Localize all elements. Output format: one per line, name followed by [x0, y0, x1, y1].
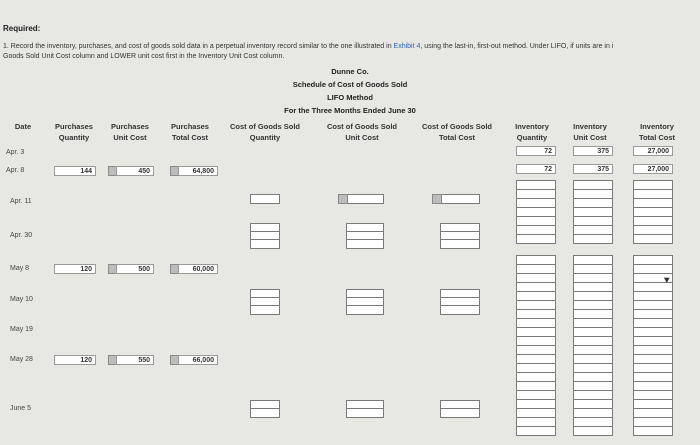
cogs-unit-cost-input[interactable]: [346, 194, 384, 204]
row-date: Apr. 8: [6, 167, 25, 174]
inventory-unit-cost-input[interactable]: 375: [573, 146, 613, 156]
row-date: May 10: [10, 296, 33, 303]
currency-prefix-slot: [432, 194, 442, 204]
cogs-unit-cost-input[interactable]: [346, 408, 384, 418]
inventory-total-cost-input[interactable]: 27,000: [633, 164, 673, 174]
column-header-line1: Purchases: [55, 122, 93, 131]
column-header-line2: Quantity: [58, 133, 90, 142]
purchase-unit-cost-input[interactable]: 550: [116, 355, 154, 365]
column-header-line2: Quantity: [249, 133, 281, 142]
column-header: [6, 121, 40, 132]
inventory-unit-cost-input[interactable]: 375: [573, 164, 613, 174]
purchase-total-cost-input[interactable]: 64,800: [178, 166, 218, 176]
inventory-unit-cost-input[interactable]: [573, 426, 613, 436]
column-header-line1: Cost of Goods Sold: [230, 122, 300, 131]
purchase-quantity-input[interactable]: 120: [54, 355, 96, 365]
inventory-quantity-input[interactable]: 72: [516, 164, 556, 174]
column-header-line1: Purchases: [171, 122, 209, 131]
exhibit-link[interactable]: Exhibit 4: [393, 43, 421, 50]
column-header-line1: Inventory: [640, 122, 674, 131]
inventory-quantity-input[interactable]: [516, 234, 556, 244]
row-date: May 8: [10, 265, 30, 272]
column-header-line2: Total Cost: [438, 133, 476, 142]
column-header-line2: Date: [14, 122, 32, 131]
schedule-title: Schedule of Cost of Goods Sold: [292, 80, 408, 89]
instruction-line2: Goods Sold Unit Cost column and LOWER unit cost first in the Inventory Unit Cost column.: [3, 53, 285, 60]
cogs-unit-cost-input[interactable]: [346, 239, 384, 249]
instruction-text: [3, 42, 697, 62]
column-header: [320, 121, 404, 143]
cogs-total-cost-input[interactable]: [440, 408, 480, 418]
cogs-total-cost-input[interactable]: [440, 194, 480, 204]
cogs-total-cost-input[interactable]: [440, 239, 480, 249]
instruction-part1: 1. Record the inventory, purchases, and cost of goods sold data in a perpetual inventory record similar to the one illustrated in: [3, 43, 392, 50]
column-header: [108, 121, 152, 143]
column-header: [225, 121, 305, 143]
column-header: [627, 121, 687, 143]
column-header-line1: Inventory: [573, 122, 607, 131]
column-header: [508, 121, 556, 143]
row-date: Apr. 11: [10, 198, 32, 205]
column-header: [565, 121, 615, 143]
row-date: May 28: [10, 356, 33, 363]
column-header: [52, 121, 96, 143]
purchase-unit-cost-input[interactable]: 500: [116, 264, 154, 274]
cogs-total-cost-input[interactable]: [440, 305, 480, 315]
inventory-total-cost-input[interactable]: [633, 234, 673, 244]
column-header-line1: Purchases: [111, 122, 149, 131]
cogs-quantity-input[interactable]: [250, 239, 280, 249]
row-date: May 19: [10, 326, 33, 333]
purchase-quantity-input[interactable]: 144: [54, 166, 96, 176]
inventory-unit-cost-input[interactable]: [573, 234, 613, 244]
company-name: Dunne Co.: [331, 67, 369, 76]
column-header-line1: Inventory: [515, 122, 549, 131]
column-header-line2: Unit Cost: [113, 133, 147, 142]
purchase-unit-cost-input[interactable]: 450: [116, 166, 154, 176]
column-header-line1: Cost of Goods Sold: [422, 122, 492, 131]
cogs-unit-cost-input[interactable]: [346, 305, 384, 315]
inventory-quantity-input[interactable]: [516, 426, 556, 436]
column-header-line2: Unit Cost: [345, 133, 379, 142]
column-header-line2: Quantity: [516, 133, 548, 142]
purchase-quantity-input[interactable]: 120: [54, 264, 96, 274]
method-label: LIFO Method: [327, 93, 373, 102]
cogs-quantity-input[interactable]: [250, 194, 280, 204]
column-header-line2: Total Cost: [638, 133, 676, 142]
column-header: [165, 121, 215, 143]
column-header-line2: Unit Cost: [573, 133, 607, 142]
inventory-total-cost-input[interactable]: [633, 426, 673, 436]
row-date: June 5: [10, 405, 32, 412]
column-header-line1: Cost of Goods Sold: [327, 122, 397, 131]
inventory-total-cost-input[interactable]: 27,000: [633, 146, 673, 156]
cogs-quantity-input[interactable]: [250, 408, 280, 418]
purchase-total-cost-input[interactable]: 66,000: [178, 355, 218, 365]
column-header-line2: Total Cost: [171, 133, 209, 142]
row-date: Apr. 30: [10, 232, 33, 239]
inventory-quantity-input[interactable]: 72: [516, 146, 556, 156]
required-label: Required:: [3, 24, 41, 33]
cogs-quantity-input[interactable]: [250, 305, 280, 315]
instruction-part2: , using the last-in, first-out method. Under LIFO, if units are in i: [420, 43, 614, 50]
purchase-total-cost-input[interactable]: 60,000: [178, 264, 218, 274]
period-label: For the Three Months Ended June 30: [284, 106, 416, 115]
row-date: Apr. 3: [6, 149, 25, 156]
currency-prefix-slot: [338, 194, 348, 204]
column-header: [415, 121, 499, 143]
